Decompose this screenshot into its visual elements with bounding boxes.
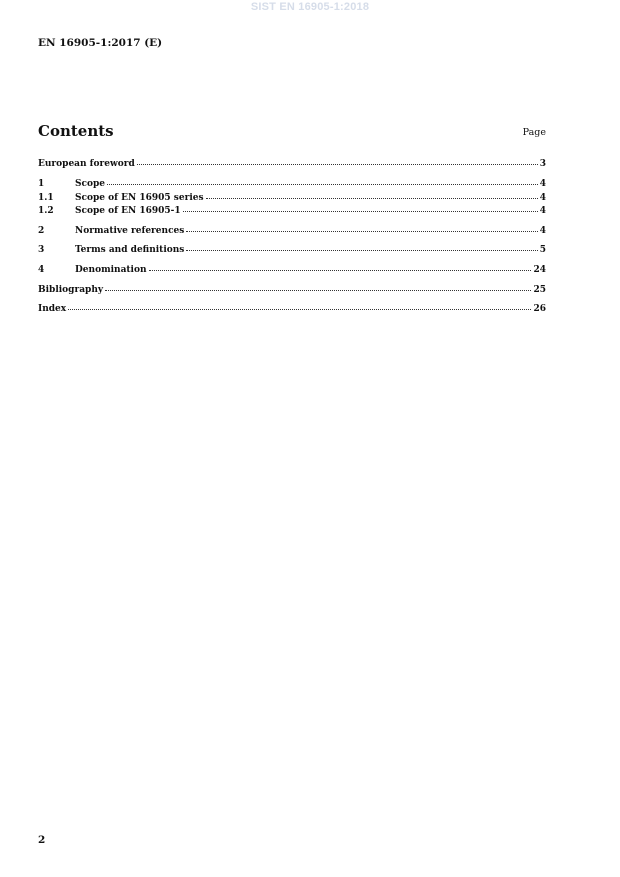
toc-entry-title: Terms and definitions bbox=[75, 245, 185, 255]
toc-entry-page: 26 bbox=[533, 304, 546, 314]
toc-entry-title: Scope of EN 16905 series bbox=[75, 193, 204, 203]
toc-entry-title: Normative references bbox=[75, 226, 185, 236]
toc-entry-title: Scope bbox=[75, 179, 106, 189]
toc-entry-scope[interactable] bbox=[38, 177, 546, 189]
toc-entry-index[interactable] bbox=[38, 302, 546, 314]
toc-entry-title: European foreword bbox=[38, 159, 135, 169]
toc-entry-page: 25 bbox=[533, 285, 546, 295]
toc-entry-page: 4 bbox=[539, 226, 546, 236]
toc-entry-title: Index bbox=[38, 304, 67, 314]
contents-heading bbox=[38, 122, 546, 144]
toc-entry-page: 4 bbox=[539, 193, 546, 203]
toc-entry-page: 4 bbox=[539, 179, 546, 189]
toc-leader bbox=[186, 223, 537, 232]
toc-entry-page: 4 bbox=[539, 206, 546, 216]
contents-title: Contents bbox=[38, 122, 114, 140]
toc-leader bbox=[68, 301, 531, 310]
toc-entry-title: Denomination bbox=[75, 265, 147, 275]
toc-leader bbox=[206, 190, 538, 199]
toc-entry-bibliography[interactable] bbox=[38, 283, 546, 295]
toc-entry-number: 2 bbox=[38, 226, 45, 236]
toc-leader bbox=[105, 282, 531, 291]
toc-entry-number: 3 bbox=[38, 245, 45, 255]
page-number: 2 bbox=[38, 834, 46, 846]
toc-entry-normative-references[interactable] bbox=[38, 224, 546, 236]
toc-entry-denomination[interactable] bbox=[38, 263, 546, 275]
toc-entry-scope-part1[interactable] bbox=[38, 204, 546, 216]
toc-entry-title: Scope of EN 16905-1 bbox=[75, 206, 181, 216]
toc-entry-european-foreword[interactable] bbox=[38, 157, 546, 169]
toc-entry-terms-and-definitions[interactable] bbox=[38, 243, 546, 255]
toc-leader bbox=[186, 242, 537, 251]
toc-entry-number: 1.1 bbox=[38, 193, 54, 203]
toc-entry-number: 1.2 bbox=[38, 206, 54, 216]
toc-entry-title: Bibliography bbox=[38, 285, 104, 295]
toc-entry-scope-series[interactable] bbox=[38, 191, 546, 203]
toc-leader bbox=[183, 203, 538, 212]
document-identifier: EN 16905-1:2017 (E) bbox=[38, 37, 163, 49]
toc-entry-number: 1 bbox=[38, 179, 45, 189]
toc-leader bbox=[107, 176, 538, 185]
toc-entry-page: 5 bbox=[539, 245, 546, 255]
toc-entry-page: 3 bbox=[539, 159, 546, 169]
toc-entry-page: 24 bbox=[533, 265, 546, 275]
page-column-label: Page bbox=[522, 127, 546, 138]
toc-leader bbox=[149, 262, 532, 271]
watermark: SIST EN 16905-1:2018 bbox=[250, 1, 370, 13]
toc-entry-number: 4 bbox=[38, 265, 45, 275]
toc-leader bbox=[137, 156, 538, 165]
